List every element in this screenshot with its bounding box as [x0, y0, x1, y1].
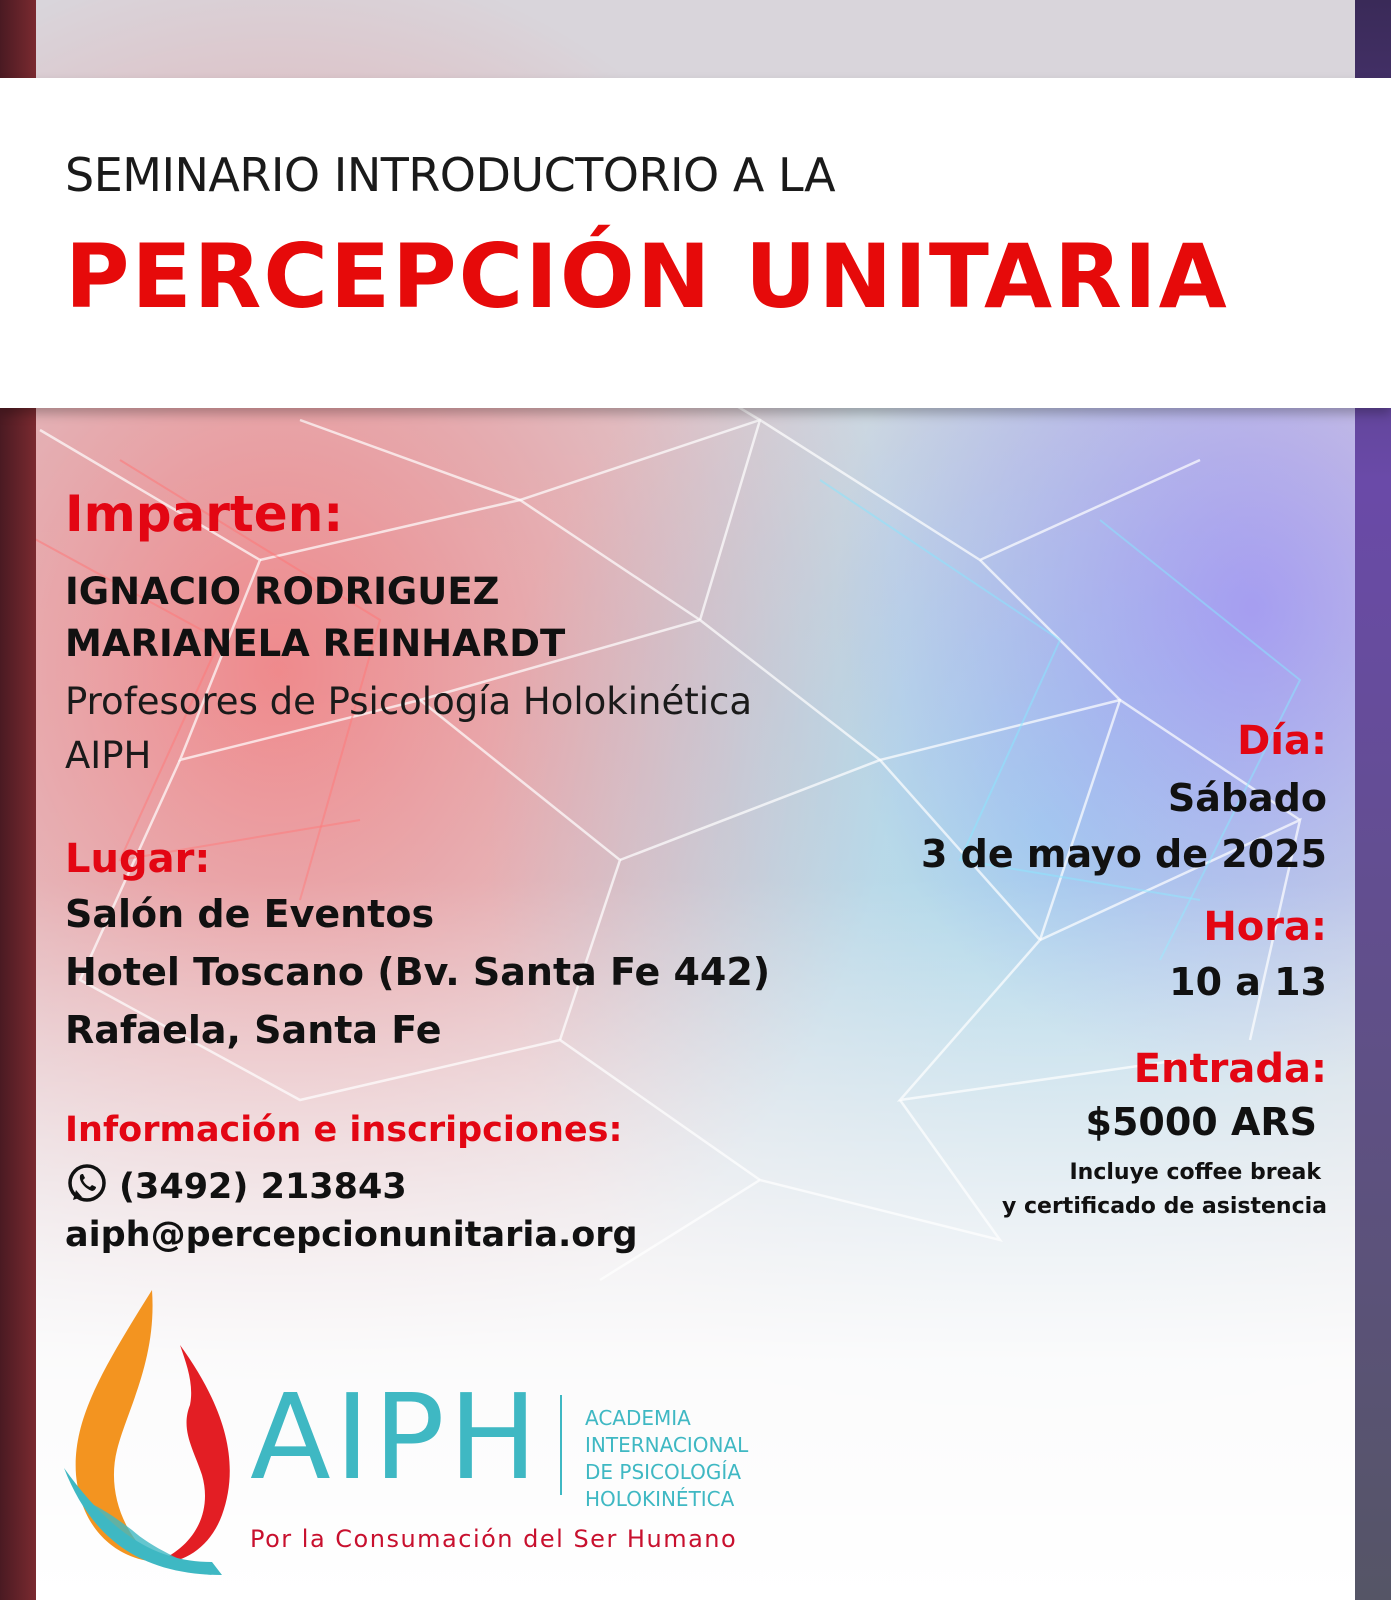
- contact-email: aiph@percepcionunitaria.org: [65, 1215, 638, 1255]
- ticket-note-2: y certificado de asistencia: [1001, 1194, 1327, 1219]
- aiph-logo-acronym: AIPH: [250, 1368, 542, 1506]
- logo-divider: [560, 1395, 562, 1495]
- phone-number: (3492) 213843: [119, 1167, 407, 1207]
- venue-line-2: Hotel Toscano (Bv. Santa Fe 442): [65, 950, 771, 994]
- instructor-org: AIPH: [65, 734, 152, 777]
- imparten-heading: Imparten:: [65, 485, 344, 543]
- seminar-subtitle: SEMINARIO INTRODUCTORIO A LA: [65, 148, 836, 202]
- info-heading: Información e inscripciones:: [65, 1110, 623, 1150]
- seminar-title: PERCEPCIÓN UNITARIA: [65, 225, 1229, 328]
- phone-line: [65, 1162, 407, 1207]
- entrada-heading: Entrada:: [1133, 1046, 1327, 1092]
- venue-line-1: Salón de Eventos: [65, 892, 435, 936]
- org-line-1: ACADEMIA: [585, 1406, 691, 1430]
- org-line-2: INTERNACIONAL: [585, 1433, 749, 1457]
- venue-line-3: Rafaela, Santa Fe: [65, 1008, 442, 1052]
- ticket-note-1: Incluye coffee break: [1069, 1160, 1321, 1185]
- org-line-3: DE PSICOLOGÍA: [585, 1460, 742, 1484]
- event-weekday: Sábado: [1167, 776, 1327, 820]
- instructor-role: Profesores de Psicología Holokinética: [65, 680, 753, 723]
- dia-heading: Día:: [1237, 718, 1327, 764]
- aiph-logo-icon: [62, 1290, 232, 1580]
- event-date: 3 de mayo de 2025: [920, 832, 1327, 876]
- org-line-4: HOLOKINÉTICA: [585, 1487, 735, 1511]
- instructor-name-1: IGNACIO RODRIGUEZ: [65, 570, 500, 613]
- aiph-org-name: [585, 1405, 748, 1513]
- instructor-name-2: MARIANELA REINHARDT: [65, 622, 566, 665]
- hora-heading: Hora:: [1203, 904, 1327, 950]
- lugar-heading: Lugar:: [65, 836, 211, 882]
- whatsapp-icon: [65, 1162, 109, 1206]
- ticket-price: $5000 ARS: [1085, 1100, 1317, 1144]
- logo-tagline: Por la Consumación del Ser Humano: [250, 1525, 738, 1553]
- event-time: 10 a 13: [1169, 960, 1327, 1004]
